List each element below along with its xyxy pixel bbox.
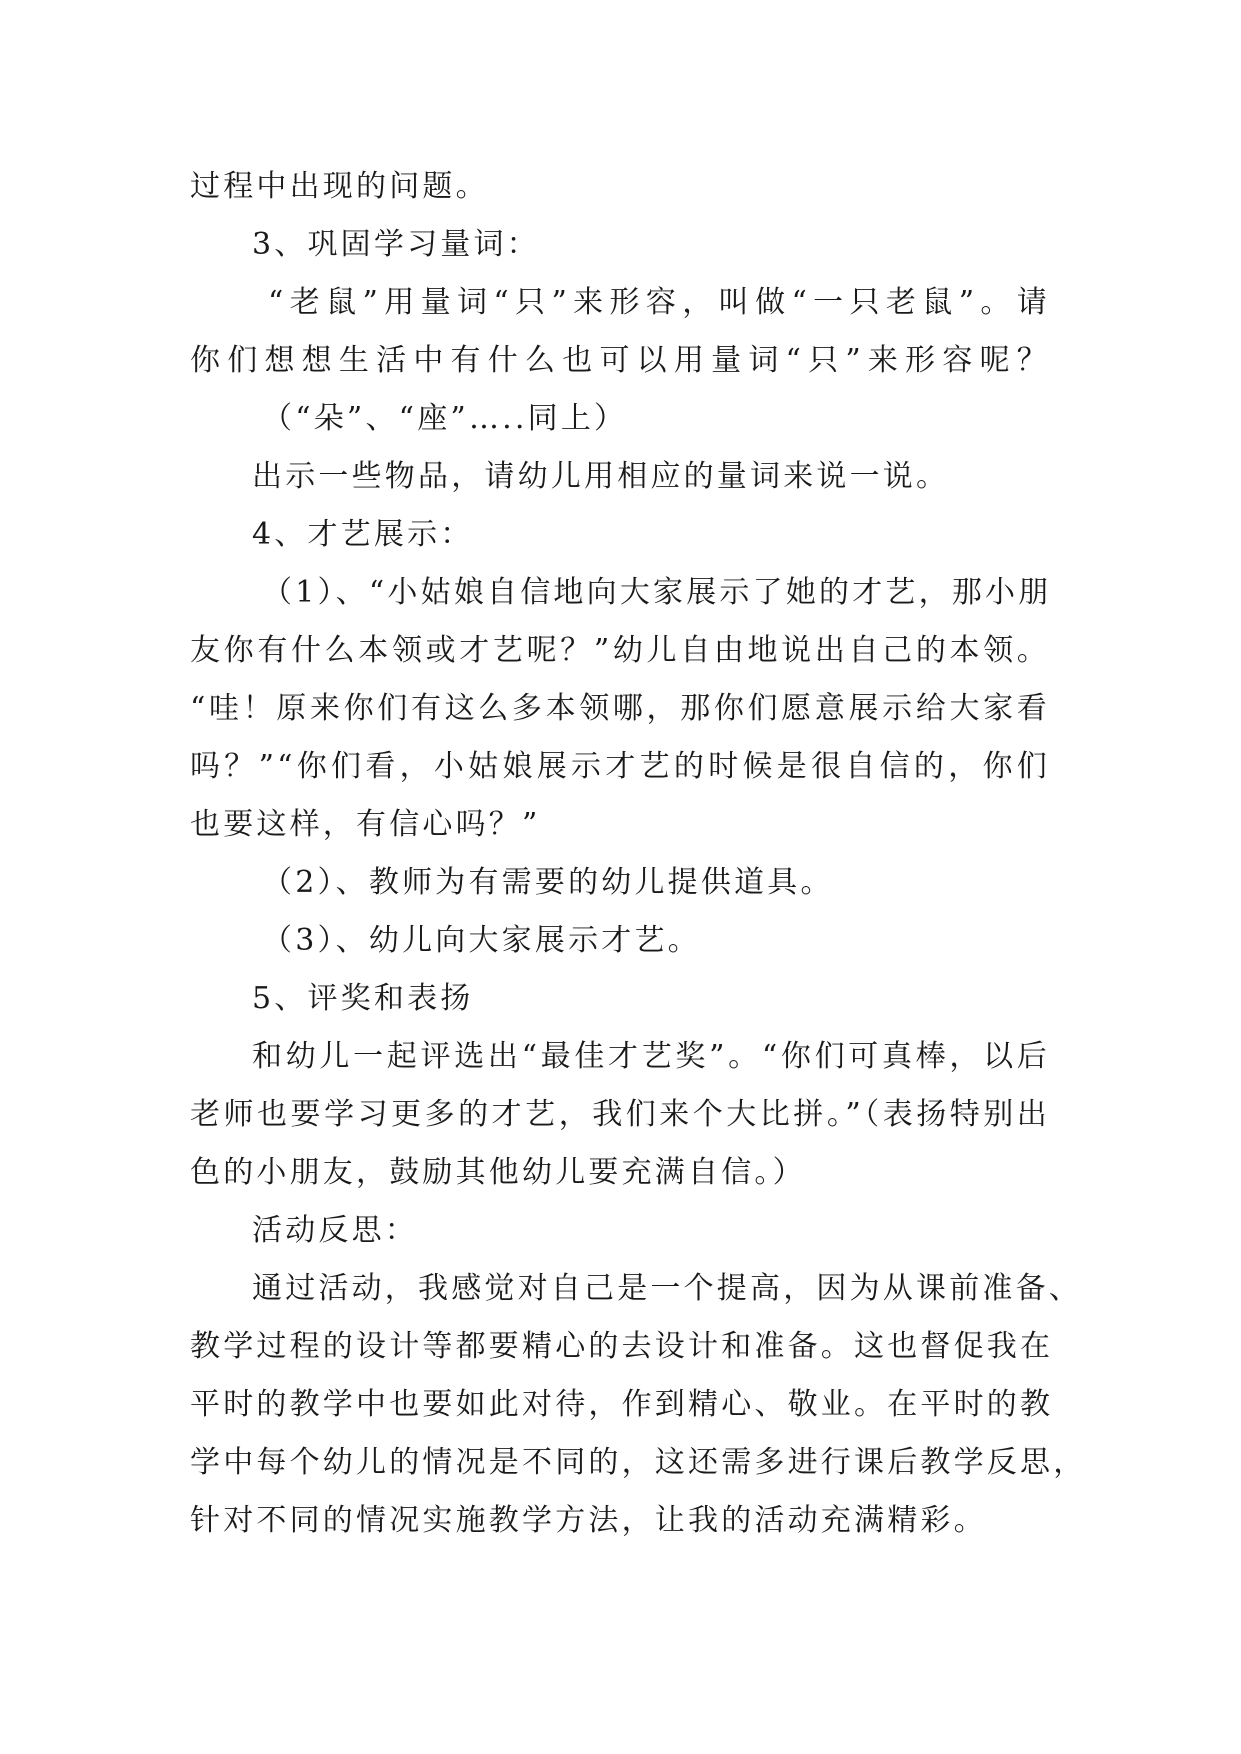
text-line: 针对不同的情况实施教学方法，让我的活动充满精彩。 — [190, 1503, 987, 1538]
text-line: 你们想想生活中有什么也可以用量词“只”来形容呢？ — [190, 343, 1050, 378]
text-line: （2）、教师为有需要的幼儿提供道具。 — [262, 865, 834, 900]
text-line: 4、才艺展示： — [252, 517, 474, 552]
text-line: 学中每个幼儿的情况是不同的，这还需多进行课后教学反思， — [190, 1445, 1087, 1480]
text-line: （1）、“小姑娘自信地向大家展示了她的才艺，那小朋 — [262, 575, 1052, 610]
text-line: 和幼儿一起评选出“最佳才艺奖”。“你们可真棒，以后 — [252, 1039, 1050, 1074]
text-line: 通过活动，我感觉对自己是一个提高，因为从课前准备、 — [252, 1271, 1082, 1306]
text-line: “老鼠”用量词“只”来形容，叫做“一只老鼠”。请 — [268, 285, 1050, 320]
document-body — [190, 158, 1087, 1550]
text-line: 出示一些物品，请幼儿用相应的量词来说一说。 — [252, 459, 950, 494]
text-line: 教学过程的设计等都要精心的去设计和准备。这也督促我在 — [190, 1329, 1054, 1364]
text-line: 平时的教学中也要如此对待，作到精心、敬业。在平时的教 — [190, 1387, 1054, 1422]
text-line: 3、巩固学习量词： — [252, 227, 540, 262]
text-line: （“朵”、“座”…..同上） — [262, 401, 628, 436]
text-line: “哇！原来你们有这么多本领哪，那你们愿意展示给大家看 — [190, 691, 1050, 726]
text-line: 老师也要学习更多的才艺，我们来个大比拼。”（表扬特别出 — [190, 1097, 1050, 1132]
text-line: （3）、幼儿向大家展示才艺。 — [262, 923, 701, 958]
text-line: 5、评奖和表扬 — [252, 981, 474, 1016]
text-line: 活动反思： — [252, 1213, 418, 1248]
text-line: 也要这样，有信心吗？” — [190, 807, 541, 842]
text-line: 过程中出现的问题。 — [190, 169, 489, 204]
text-line: 友你有什么本领或才艺呢？”幼儿自由地说出自己的本领。 — [190, 633, 1050, 668]
text-line: 吗？”“你们看，小姑娘展示才艺的时候是很自信的，你们 — [190, 749, 1050, 784]
text-line: 色的小朋友，鼓励其他幼儿要充满自信。） — [190, 1155, 806, 1190]
